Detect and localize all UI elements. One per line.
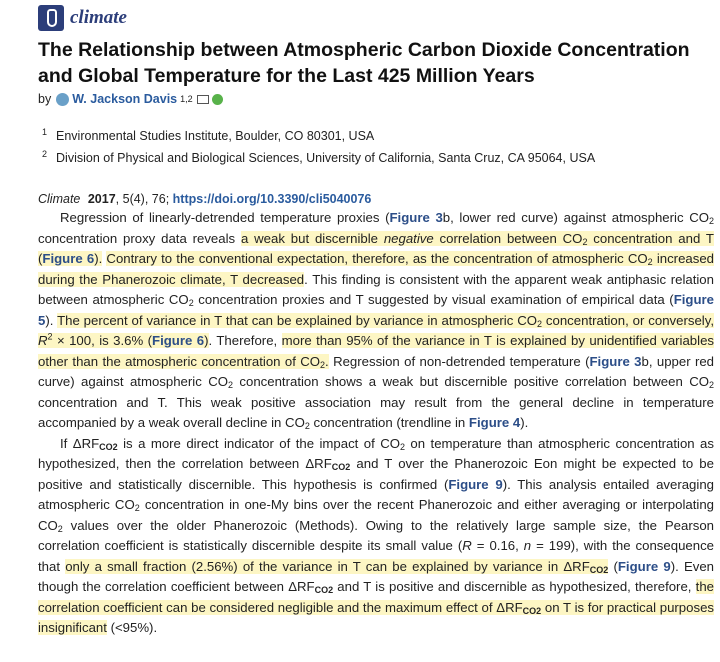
- by-label: by: [38, 92, 52, 106]
- author-profile-icon[interactable]: [56, 93, 69, 106]
- author-name[interactable]: W. Jackson Davis: [72, 92, 178, 106]
- affiliation-1: $^1$ Environmental Studies Institute, Boulder, CO 80301, USA: [42, 127, 375, 144]
- paragraph-2: If ΔRFCO2 is a more direct indicator of the impact of $CO_2$ on temperature than atmospheric concentration as hypothesized, then the correlation between ΔRFCO2 and T over the Phanerozoic Eon might be expected to be positive and statistically discernible. This hypothesis is confirmed (Figure 9). This analysis entailed averaging atmospheric $CO_2$ concentration in one-My bins over the recent Phanerozoic and either averaging or interpolating $CO_2$ values over the older Phanerozoic (Methods). Owing to the relatively large sample size, the Pearson correlation coefficient is statistically discernible despite its small value (R = 0.16, n = 199), with the consequence that only a small fraction (2.56%) of the variance in T can be explained by variance in ΔRFCO2 (Figure 9). Even though the correlation coefficient between ΔRFCO2 and T is positive and discernible as hypothesized, therefore, the correlation coefficient can be considered negligible and the maximum effect of ΔRFCO2 on T is for practical purposes insignificant (<95%).: [38, 435, 715, 635]
- highlight-negative-correlation: a weak but discernible negative correlation between $CO_2$ concentration and T (Figure 6).: [38, 230, 714, 266]
- journal-header: [38, 4, 127, 32]
- article-body: [38, 208, 714, 639]
- orcid-icon[interactable]: [212, 94, 223, 105]
- author-affiliation-numbers: 1,2: [180, 94, 193, 104]
- citation-line: [38, 192, 371, 206]
- highlight-95-percent: more than 95% of the variance in T is explained by unidentified variables other than the atmospheric concentration of $CO_2$.: [38, 333, 715, 370]
- citation-year: 2017: [87, 192, 116, 206]
- article-title: The Relationship between Atmospheric Carbon Dioxide Concentration and Global Temperature for the Last 425 Million Years: [38, 39, 690, 87]
- figure-6-link-2[interactable]: Figure 6: [152, 333, 205, 348]
- paragraph-1: Regression of linearly-detrended temperature proxies (Figure 3b, lower red curve) against atmospheric $CO_2$ concentration proxy data reveals a weak but discernible negative correlation between $CO_2$ concentration and T (Figure 6). Contrary to the conventional expectation, therefore, as the concentration of atmospheric $CO_2$ increased during the Phanerozoic climate, T decreased. This finding is consistent with the apparent weak antiphasic relation between atmospheric $CO_2$ concentration proxies and T suggested by visual examination of empirical data (Figure 5). The percent of variance in T that can be explained by variance in atmospheric $CO_2$ concentration, or conversely, $R^2 \times 100$, is 3.6% (Figure 6). Therefore, more than 95% of the variance in T is explained by unidentified variables other than the atmospheric concentration of $CO_2$. Regression of non-detrended temperature (Figure 3b, upper red curve) against atmospheric $CO_2$ concentration shows a weak but discernible positive correlation between $CO_2$ concentration and T. This weak positive association may result from the general decline in temperature accompanied by a weak overall decline in $CO_2$ concentration (trendline in Figure 4).: [38, 210, 715, 431]
- figure-5-link[interactable]: Figure 5: [38, 292, 714, 328]
- figure-3-link-2[interactable]: Figure 3: [589, 353, 642, 369]
- figure-9-link[interactable]: Figure 9: [448, 476, 503, 492]
- figure-3-link[interactable]: Figure 3: [389, 210, 443, 225]
- figure-4-link[interactable]: Figure 4: [468, 415, 521, 430]
- figure-9-link-2[interactable]: Figure 9: [617, 558, 671, 574]
- citation-volume: , 5(4), 76;: [115, 192, 173, 206]
- email-icon[interactable]: [197, 95, 209, 104]
- highlight-contrary: Contrary to the conventional expectation, therefore, as the concentration of atmospheric $CO_2$ increased during the Phanerozoic climate, T decreased: [38, 251, 715, 287]
- highlight-small-fraction: only a small fraction (2.56%) of the variance in T can be explained by variance in ΔRFCO2: [65, 558, 609, 575]
- figure-6-link[interactable]: Figure 6: [42, 251, 95, 266]
- citation-journal: Climate: [38, 192, 81, 206]
- journal-name: climate: [70, 7, 127, 28]
- highlight-variance: The percent of variance in T that can be explained by variance in atmospheric $CO_2$ concentration, or conversely, $R^2 \times 100$, is 3.6% (Figure 6): [38, 312, 714, 348]
- journal-logo-icon: [38, 5, 64, 31]
- byline: [38, 92, 223, 106]
- affiliation-2: $^2$ Division of Physical and Biological Sciences, University of California, Santa Cruz, CA 95064, USA: [42, 149, 596, 166]
- highlight-negligible: the correlation coefficient can be considered negligible and the maximum effect of ΔRFCO2 on T is for practical purposes insignificant: [38, 579, 714, 635]
- doi-link[interactable]: https://doi.org/10.3390/cli5040076: [172, 192, 372, 206]
